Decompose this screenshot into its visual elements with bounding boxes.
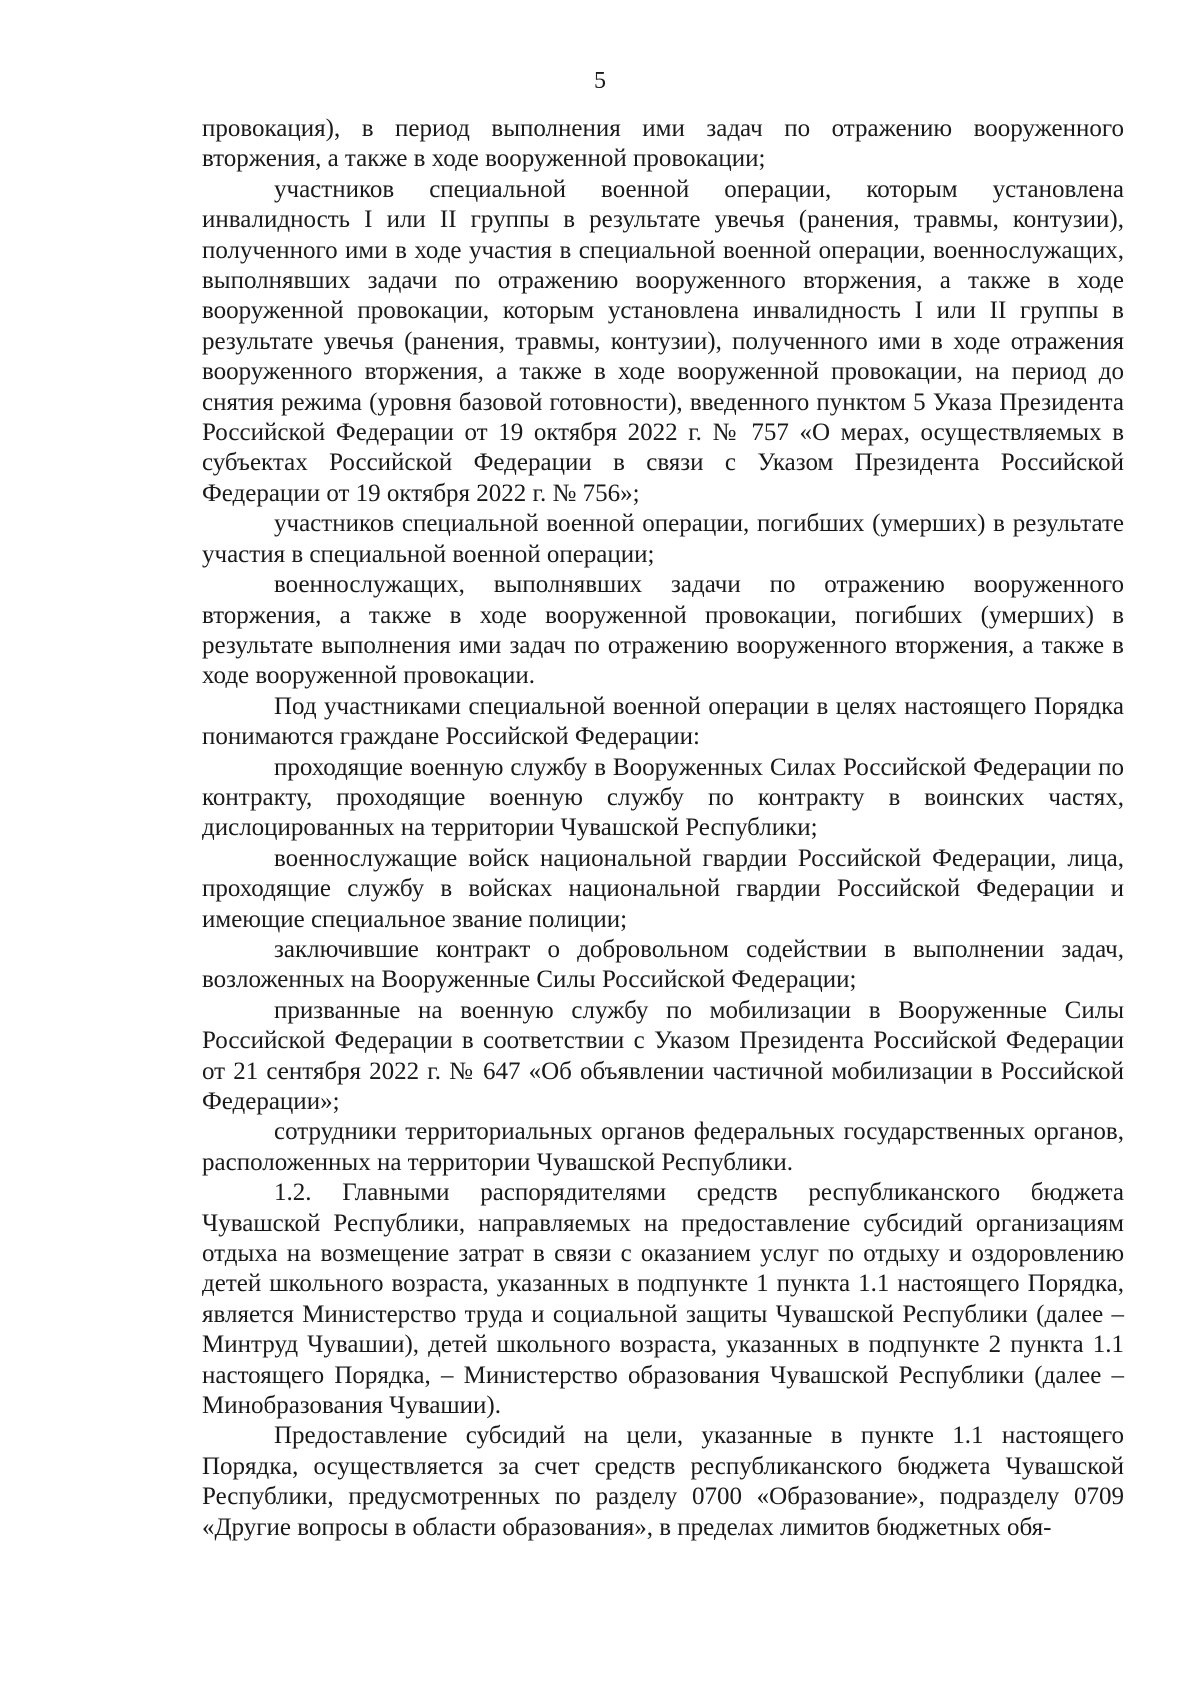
paragraph: участников специальной военной операции, которым установлена инвалидность I или II группы в результате увечья (ранения, травмы, контузии), полученного ими в ходе участия в специальной военной операции, военнослужащих, выполнявших задачи по отражению вооруженного вторжения, а также в ходе вооруженной провокации, которым установлена инвалидность I или II группы в результате увечья (ранения, травмы, контузии), полученного ими в ходе отражения вооруженного вторжения, а также в ходе вооруженной провокации, на период до снятия режима (уровня базовой готовности), введенного пунктом 5 Указа Президента Российской Федерации от 19 октября 2022 г. № 757 «О мерах, осуществляемых в субъектах Российской Федерации в связи с Указом Президента Российской Федерации от 19 октября 2022 г. № 756»; bbox=[202, 175, 1124, 507]
paragraph: военнослужащие войск национальной гвардии Российской Федерации, лица, проходящие службу в войсках национальной гвардии Российской Федерации и имеющие специальное звание полиции; bbox=[202, 844, 1124, 933]
page-number: 5 bbox=[594, 68, 606, 94]
paragraph: Предоставление субсидий на цели, указанные в пункте 1.1 настоящего Порядка, осуществляется за счет средств республиканского бюджета Чувашской Республики, предусмотренных по разделу 0700 «Образование», подразделу 0709 «Другие вопросы в области образования», в пределах лимитов бюджетных обя- bbox=[202, 1422, 1124, 1541]
paragraph: призванные на военную службу по мобилизации в Вооруженные Силы Российской Федерации в соответствии с Указом Президента Российской Федерации от 21 сентября 2022 г. № 647 «Об объявлении частичной мобилизации в Российской Федерации»; bbox=[202, 996, 1124, 1115]
paragraph: проходящие военную службу в Вооруженных Силах Российской Федерации по контракту, проходящие военную службу по контракту в воинских частях, дислоцированных на территории Чувашской Республики; bbox=[202, 753, 1124, 842]
paragraph: заключившие контракт о добровольном содействии в выполнении задач, возложенных на Вооруженные Силы Российской Федерации; bbox=[202, 935, 1124, 994]
paragraph: сотрудники территориальных органов федеральных государственных органов, расположенных на территории Чувашской Республики. bbox=[202, 1118, 1124, 1176]
document-body bbox=[202, 114, 1124, 1543]
paragraph: Под участниками специальной военной операции в целях настоящего Порядка понимаются граждане Российской Федерации: bbox=[202, 692, 1124, 751]
paragraph: участников специальной военной операции, погибших (умерших) в результате участия в специальной военной операции; bbox=[202, 510, 1124, 568]
paragraph: провокация), в период выполнения ими задач по отражению вооруженного вторжения, а также в ходе вооруженной провокации; bbox=[202, 115, 1124, 173]
paragraph: 1.2. Главными распорядителями средств республиканского бюджета Чувашской Республики, направляемых на предоставление субсидий организациям отдыха на возмещение затрат в связи с оказанием услуг по отдыху и оздоровлению детей школьного возраста, указанных в подпункте 1 пункта 1.1 настоящего Порядка, является Министерство труда и социальной защиты Чувашской Республики (далее – Минтруд Чувашии), детей школьного возраста, указанных в подпункте 2 пункта 1.1 настоящего Порядка, – Министерство образования Чувашской Республики (далее – Минобразования Чувашии). bbox=[202, 1179, 1124, 1420]
paragraph: военнослужащих, выполнявших задачи по отражению вооруженного вторжения, а также в ходе вооруженной провокации, погибших (умерших) в результате выполнения ими задач по отражению вооруженного вторжения, а также в ходе вооруженной провокации. bbox=[202, 571, 1124, 690]
